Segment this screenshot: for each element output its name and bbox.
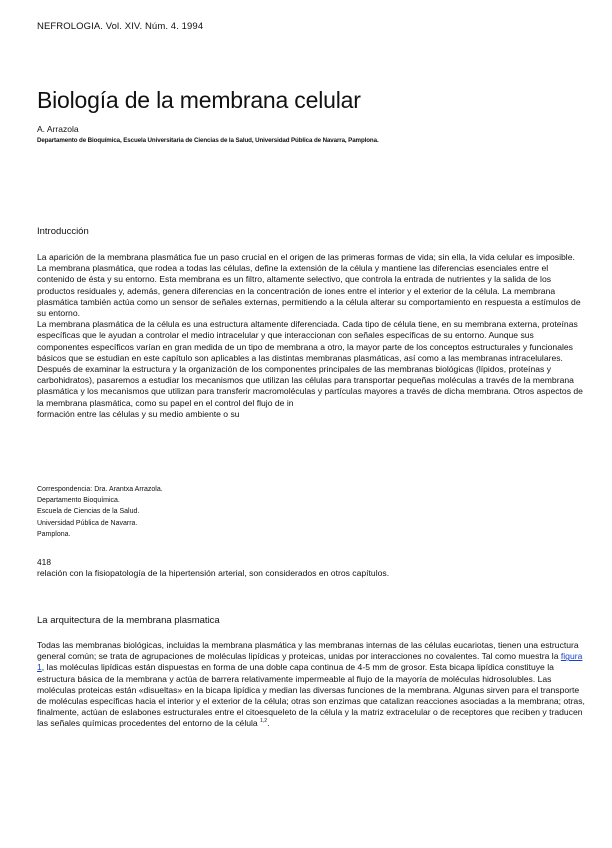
paragraph-text: , las moléculas lipídicas están dispuestas en forma de una doble capa continua de 4-5 mm de grosor. Esta bicapa lipídica constituye la estructura básica de la membrana y actúa de barrera relativamente impermeable al flujo de la mayoría de moléculas hidrosolubles. Las moléculas proteicas están «disueltas» en la bicapa lipídica y median las diversas funciones de la membrana. Algunas sirven para el transporte de moléculas específicas hacia el interior y el exterior de la célula; otras son enzimas que catalizan reacciones asociadas a la membrana; otras, finalmente, actúan de eslabones estructurales entre el citoesqueleto de la célula y la matriz extracelular o de receptores que reciben y traducen las señales químicas procedentes del entorno de la célula bbox=[37, 662, 585, 729]
correspondence-line: Universidad Pública de Navarra. bbox=[37, 519, 138, 527]
figure-1-link[interactable]: figura 1 bbox=[37, 651, 583, 673]
intro-paragraph: La aparición de la membrana plasmática fue un paso crucial en el origen de las primeras formas de vida; sin ella, la vida celular es imposible. bbox=[37, 252, 575, 262]
section-body bbox=[37, 640, 585, 730]
intro-paragraph: formación entre las células y su medio ambiente o su bbox=[37, 408, 240, 419]
section-heading: La arquitectura de la membrana plasmatica bbox=[37, 615, 220, 626]
section-paragraph bbox=[37, 640, 585, 730]
reference-superscript: 1,2 bbox=[260, 718, 268, 725]
paragraph-end: . bbox=[267, 718, 270, 729]
article-title: Biología de la membrana celular bbox=[37, 87, 361, 113]
intro-heading: Introducción bbox=[37, 226, 89, 237]
author-name: A. Arrazola bbox=[37, 124, 79, 134]
correspondence-line: Escuela de Ciencias de la Salud. bbox=[37, 508, 140, 516]
correspondence-line: Departamento Bioquímica. bbox=[37, 497, 120, 505]
page-number: 418 bbox=[37, 557, 51, 567]
correspondence-block bbox=[37, 484, 163, 540]
intro-paragraph: La membrana plasmática, que rodea a todas las células, define la extensión de la célula y mantiene las diferencias esenciales entre el contenido de ésta y su entorno. Esta membrana es un filtro, altamente selectivo, que controla la entrada de nutrientes y la salida de los productos residuales y, además, genera diferencias en la concentración de iones entre el interior y el exterior de la célula. La membrana plasmática también actúa como un sensor de señales externas, permitiendo a la célula alterar su comportamiento en respuesta a estímulos de su entorno. bbox=[37, 263, 581, 319]
intro-paragraph: La membrana plasmática de la célula es una estructura altamente diferenciada. Cada tipo de célula tiene, en su membrana externa, proteínas específicas que le ayudan a controlar el medio intracelular y que interaccionan con señales específicas de su entorno. Aunque sus componentes específicos varían en gran medida de un tipo de membrana a otro, la mayor parte de los conceptos estructurales y funcionales básicos que se estudian en este capítulo son aplicables a las distintas membranas plasmáticas, así como a las membranas intracelulares. Después de examinar la estructura y la organización de los componentes principales de las membranas biológicas (lípidos, proteínas y carbohidratos), pasaremos a estudiar los mecanismos que utilizan las células para transportar pequeñas moléculas a través de la membrana plasmática y los mecanismos que utilizan para transferir macromoléculas y partículas mayores a través de dicha membrana. Otros aspectos de la membrana plasmática, como su papel en el control del flujo de in bbox=[37, 319, 583, 408]
paragraph-text: Todas las membranas biológicas, incluidas la membrana plasmática y las membranas internas de las células eucariotas, tienen una estructura general común; se trata de agrupaciones de moléculas lipídicas y proteicas, unidas por interacciones no covalentes. Tal como muestra la bbox=[37, 640, 579, 662]
author-affiliation: Departamento de Bioquímica, Escuela Universitaria de Ciencias de la Salud, Universidad Pública de Navarra, Pamplona. bbox=[37, 137, 379, 144]
continuation-text: relación con la fisiopatología de la hipertensión arterial, son considerados en otros capítulos. bbox=[37, 568, 390, 578]
intro-body bbox=[37, 252, 585, 420]
correspondence-line: Pamplona. bbox=[37, 530, 71, 538]
journal-header: NEFROLOGIA. Vol. XIV. Núm. 4. 1994 bbox=[37, 21, 204, 32]
correspondence-line: Correspondencia: Dra. Arantxa Arrazola. bbox=[37, 486, 163, 493]
